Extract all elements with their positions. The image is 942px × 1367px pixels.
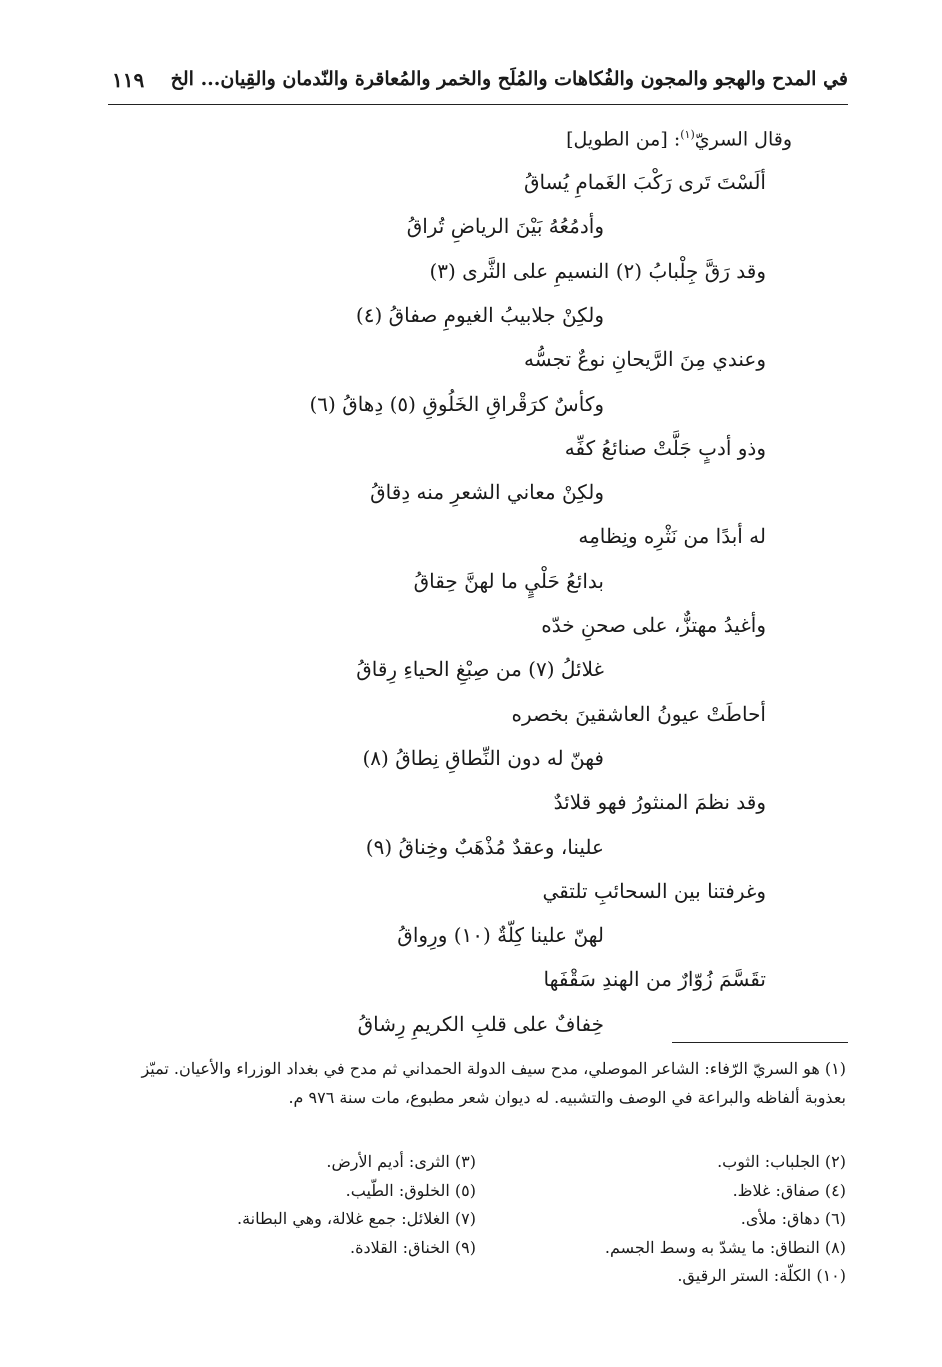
header-divider: [108, 104, 848, 105]
verse-2-first-hemistich: وقد رَقَّ جِلْبابُ (٢) النسيمِ على الثَّرى (٣): [429, 259, 766, 283]
footnote-item: (٥) الخلوق: الطّيب.: [345, 1181, 476, 1200]
footnote-item: (٨) النطاق: ما يشدّ به وسط الجسم.: [604, 1238, 846, 1257]
verse-7-first-hemistich: أحاطَتْ عيونُ العاشقينَ بخصره: [511, 702, 766, 726]
verse-2-second-hemistich: ولكِنْ جلابيبُ الغيومِ صفاقُ (٤): [355, 303, 604, 327]
footnote-ref: (١): [680, 128, 695, 141]
footnote-item: (٦) دهاق: ملأى.: [740, 1209, 846, 1228]
page-header: [108, 68, 848, 102]
footnote-item: (١٠) الكلّة: الستر الرقيق.: [677, 1266, 846, 1285]
intro-text: وقال السريّ: [694, 128, 792, 151]
poem-introduction: [566, 128, 792, 150]
verse-5-first-hemistich: له أبدًا من نَثْرِه ونِظامِه: [578, 524, 766, 548]
verse-1-first-hemistich: ألَسْتَ تَرى رَكْبَ الغَمامِ يُساقُ: [524, 170, 766, 194]
verse-9-first-hemistich: وغرفتنا بين السحائبِ تلتقي: [542, 879, 766, 903]
verse-8-first-hemistich: وقد نظمَ المنثورُ فهو قلائدٌ: [553, 790, 766, 814]
meter-label: : [من الطويل]: [566, 128, 681, 151]
footnote-item: (٤) صفاق: غلاظ.: [732, 1181, 846, 1200]
verse-3-first-hemistich: وعندي مِنَ الرَّيحانِ نوعٌ تجسُّه: [524, 347, 766, 371]
footnote-divider: [672, 1042, 848, 1043]
verse-4-first-hemistich: وذو أدبٍ جَلَّتْ صنائعُ كفِّه: [564, 436, 766, 460]
footnote-item: (٢) الجلباب: الثوب.: [717, 1152, 846, 1171]
page-number: ١١٩: [112, 68, 145, 92]
verse-6-first-hemistich: وأغيدُ مهتزٌّ، على صحنِ خدّه: [541, 613, 766, 637]
verse-10-second-hemistich: خِفافٌ على قلبِ الكريمِ رِشاقُ: [357, 1012, 604, 1036]
verse-9-second-hemistich: لهنّ علينا كِلّةٌ (١٠) ورِواقُ: [397, 923, 604, 947]
footnote-main: (١) هو السريّ الرّفاء: الشاعر الموصلي، مدح سيف الدولة الحمداني ثم مدح في بغداد الوزراء والأعيان. تميّز بعذوبة ألفاظه والبراعة في الوصف والتشبيه. له ديوان شعر مطبوع، مات سنة ٩٧٦ م.: [141, 1059, 846, 1107]
running-title: في المدح والهجو والمجون والفُكاهات والمُلَح والخمر والمُعاقرة والنّدمان والقِيان... الخ: [170, 68, 848, 90]
verse-5-second-hemistich: بدائعُ حَلْيٍ ما لهنَّ حِقاقُ: [413, 569, 604, 593]
footnote-item: (٧) الغلائل: جمع غلالة، وهي البطانة.: [236, 1209, 476, 1228]
verse-10-first-hemistich: تقَسَّمَ زُوّارٌ من الهندِ سَقْفَها: [543, 967, 766, 991]
verse-3-second-hemistich: وكأسٌ كرَقْراقِ الخَلُوقِ (٥) دِهاقُ (٦): [309, 392, 604, 416]
verse-4-second-hemistich: ولكِنْ معاني الشعرِ منه دِقاقُ: [370, 480, 604, 504]
footnote-item: (٩) الخناق: القلادة.: [350, 1238, 476, 1257]
footnote-item: (٣) الثرى: أديم الأرض.: [326, 1152, 476, 1171]
verse-1-second-hemistich: وأدمُعُهُ بَيْنَ الرياضِ تُراقُ: [406, 214, 604, 238]
verse-6-second-hemistich: غلائلُ (٧) من صِبْغِ الحياءِ رِقاقُ: [356, 657, 604, 681]
verse-8-second-hemistich: علينا، وعقدٌ مُذْهَبٌ وخِناقُ (٩): [365, 835, 604, 859]
verse-7-second-hemistich: فهنّ له دون النِّطاقِ نِطاقُ (٨): [362, 746, 604, 770]
